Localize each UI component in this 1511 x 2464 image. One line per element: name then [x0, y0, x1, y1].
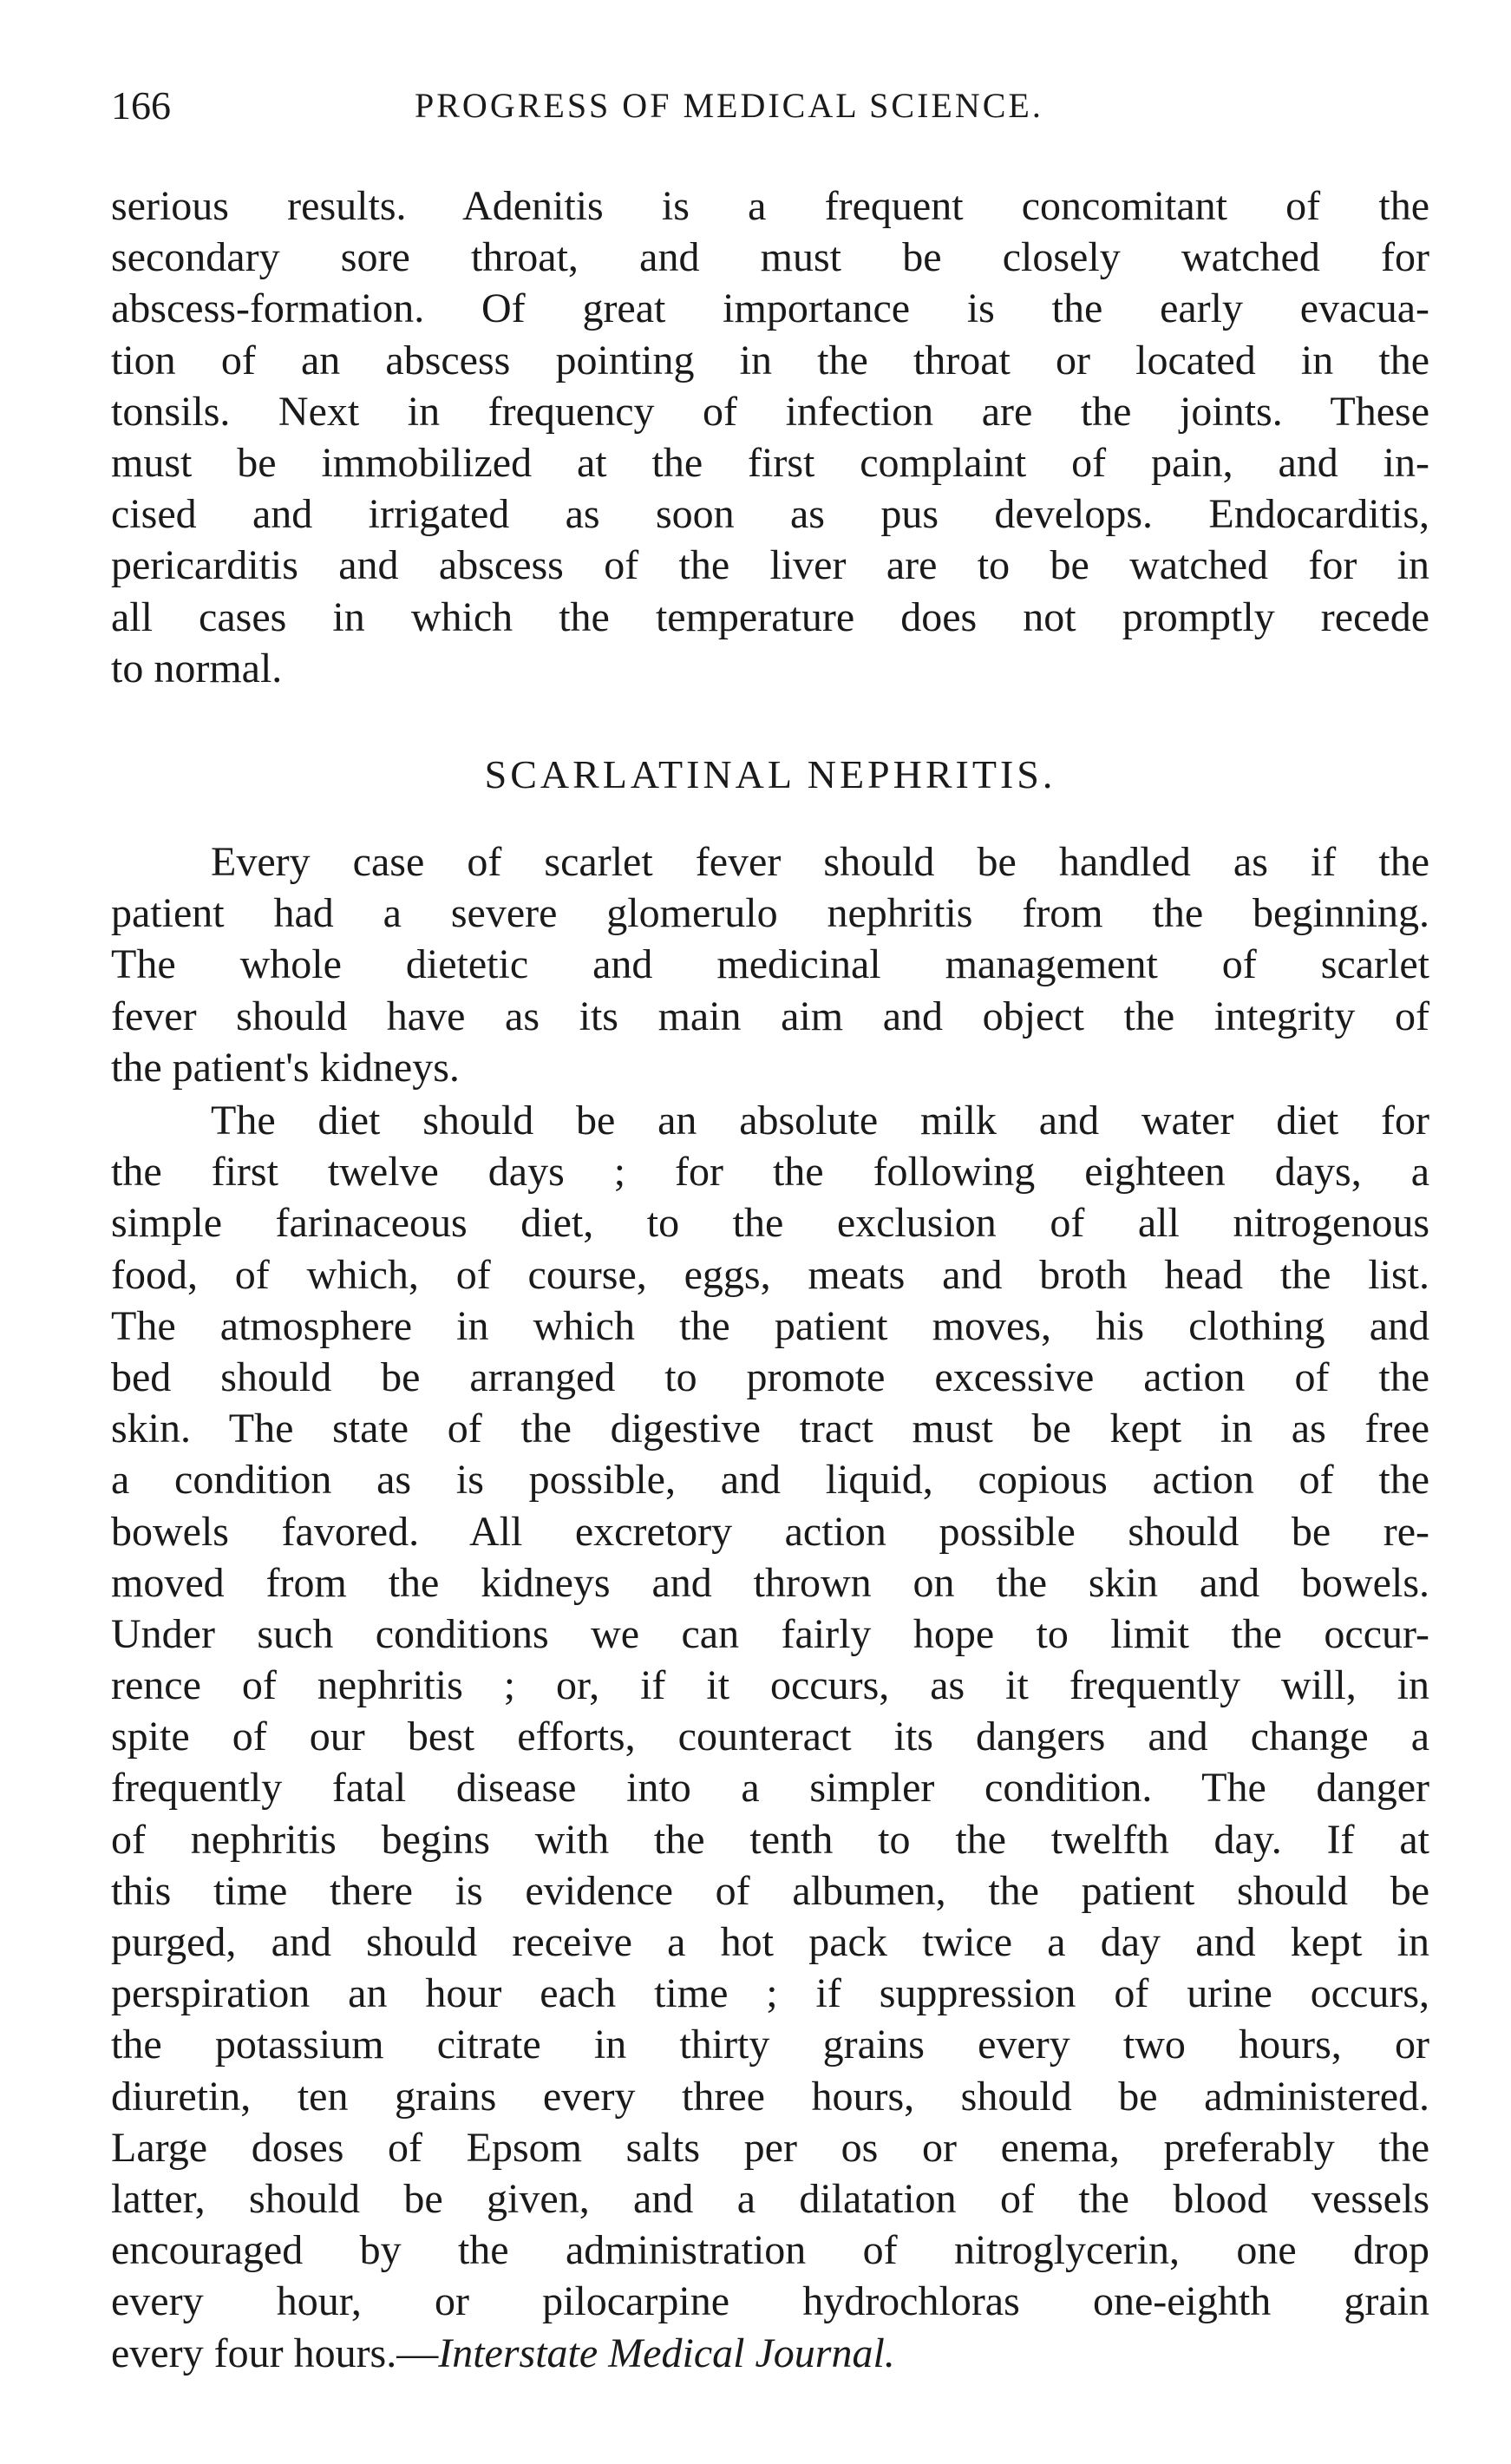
text-line: the patient's kidneys.	[111, 1044, 460, 1091]
text-line: pericarditis and abscess of the liver are to be watched for in	[111, 542, 1429, 589]
running-title: PROGRESS OF MEDICAL SCIENCE.	[415, 86, 1043, 125]
text-line: a condition as is possible, and liquid, copious action of the	[111, 1457, 1429, 1504]
text-line: frequently fatal disease into a simpler condition. The danger	[111, 1765, 1429, 1812]
text-line: Large doses of Epsom salts per os or enema, preferably the	[111, 2124, 1429, 2171]
text-line: every hour, or pilocarpine hydrochloras one-eighth grain	[111, 2278, 1429, 2325]
text-line: cised and irrigated as soon as pus develops. Endocarditis,	[111, 491, 1429, 538]
text-line: all cases in which the temperature does not promptly recede	[111, 593, 1429, 640]
final-line-text: every four hours.—	[111, 2330, 439, 2376]
text-line: food, of which, of course, eggs, meats and broth head the list.	[111, 1251, 1429, 1298]
running-head	[111, 80, 1429, 132]
text-line: the first twelve days ; for the following eighteen days, a	[111, 1149, 1429, 1196]
text-line: serious results. Adenitis is a frequent concomitant of the	[111, 183, 1429, 229]
text-line: The whole dietetic and medicinal management of scarlet	[111, 941, 1429, 988]
text-line: Under such conditions we can fairly hope to limit the occur-	[111, 1610, 1429, 1657]
source-citation: Interstate Medical Journal.	[438, 2330, 895, 2376]
text-line: purged, and should receive a hot pack twice a day and kept in	[111, 1919, 1429, 1965]
text-line: tonsils. Next in frequency of infection are the joints. These	[111, 388, 1429, 435]
paragraph-diet	[111, 1095, 1429, 2379]
text-line: of nephritis begins with the tenth to the twelfth day. If at	[111, 1816, 1429, 1863]
text-line: tion of an abscess pointing in the throat or located in the	[111, 337, 1429, 383]
text-line: encouraged by the administration of nitroglycerin, one drop	[111, 2227, 1429, 2274]
text-line: patient had a severe glomerulo nephritis from the beginning.	[111, 890, 1429, 937]
text-line: Every case of scarlet fever should be handled as if the	[211, 839, 1429, 885]
text-line: latter, should be given, and a dilatation of the blood vessels	[111, 2175, 1429, 2222]
text-line: simple farinaceous diet, to the exclusion of all nitrogenous	[111, 1200, 1429, 1247]
section-heading: SCARLATINAL NEPHRITIS.	[484, 752, 1056, 796]
text-line: skin. The state of the digestive tract must be kept in as free	[111, 1406, 1429, 1452]
text-line: The atmosphere in which the patient moves, his clothing and	[111, 1302, 1429, 1349]
text-line: bowels favored. All excretory action possible should be re-	[111, 1508, 1429, 1555]
text-line: rence of nephritis ; or, if it occurs, as it frequently will, in	[111, 1662, 1429, 1709]
text-line: to normal.	[111, 645, 283, 691]
text-line: this time there is evidence of albumen, the patient should be	[111, 1867, 1429, 1914]
text-line: abscess-formation. Of great importance is the early evacua-	[111, 285, 1429, 332]
text-line: secondary sore throat, and must be closely watched for	[111, 234, 1429, 281]
text-line: perspiration an hour each time ; if suppression of urine occurs,	[111, 1970, 1429, 2017]
page-number: 166	[111, 83, 171, 128]
text-line: fever should have as its main aim and object the integrity of	[111, 993, 1429, 1039]
text-line: spite of our best efforts, counteract its dangers and change a	[111, 1714, 1429, 1760]
text-line: must be immobilized at the first complaint of pain, and in-	[111, 439, 1429, 486]
text-line: moved from the kidneys and thrown on the skin and bowels.	[111, 1559, 1429, 1606]
text-line: diuretin, ten grains every three hours, should be administered.	[111, 2073, 1429, 2120]
final-text-line	[111, 2328, 1429, 2379]
text-line: The diet should be an absolute milk and water diet for	[211, 1098, 1429, 1144]
text-line: bed should be arranged to promote excessive action of the	[111, 1353, 1429, 1400]
text-line: the potassium citrate in thirty grains every two hours, or	[111, 2022, 1429, 2068]
paragraph-adenitis	[111, 180, 1429, 694]
paragraph-scarlet-fever-management	[111, 836, 1429, 1093]
